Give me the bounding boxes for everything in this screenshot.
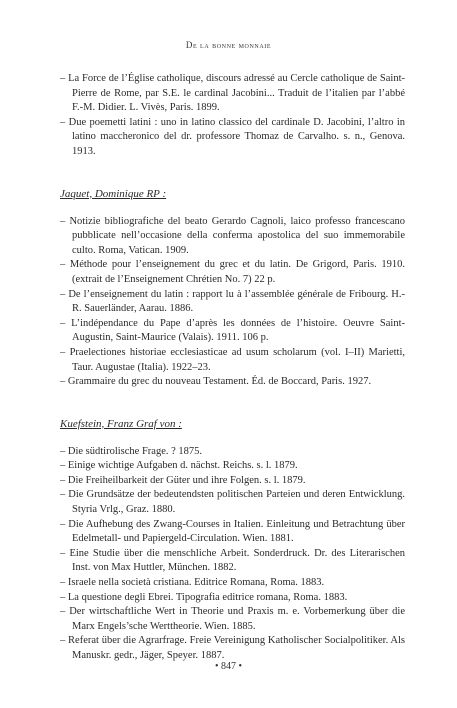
bibliography-entry: – La questione degli Ebrei. Tipografia editrice romana, Roma. 1883. bbox=[60, 591, 348, 603]
bibliography-entry: – De l’enseignement du latin : rapport lu à l’assemblée générale de Fribourg. H.-R. Sauerländer, Aarau. 1886. bbox=[60, 288, 405, 315]
bibliography-entry: – Méthode pour l’enseignement du grec et du latin. De Grigord, Paris. 1910. (extrait de l’Enseignement Chrétien No. 7) 22 p. bbox=[60, 259, 405, 285]
bibliography-entry: – Grammaire du grec du nouveau Testament. Éd. de Boccard, Paris. 1927. bbox=[60, 376, 372, 388]
bibliography-entry: – Due poemetti latini : uno in latino classico del cardinale D. Jacobini, l’altro in latino maccheronico del dr. professore Thomaz de Carvalho. s. n., Genova. 1913. bbox=[60, 116, 405, 157]
running-head: De la bonne monnaie bbox=[185, 40, 272, 50]
bibliography-entry: – Notizie bibliografiche del beato Gerardo Cagnoli, laico professo francescano pubblicate nell’occasione della conferma apostolica del suo immemorabile culto. Roma, Vatican. 1909. bbox=[60, 215, 405, 256]
author-heading: Jaquet, Dominique RP : bbox=[60, 187, 167, 200]
page-number: • 847 • bbox=[214, 661, 242, 672]
bibliography-entry: – L’indépendance du Pape d’après les données de l’histoire. Oeuvre Saint-Augustin, Saint-Maurice (Valais). 1911. 106 p. bbox=[60, 317, 405, 344]
bibliography-entry: – La Force de l’Église catholique, discours adressé au Cercle catholique de Saint-Pierre de Rome, par S.E. le cardinal Jacobini... Traduit de l’italien par l’abbé F.-M. Didier. L. Vivès, Paris. 1899. bbox=[60, 73, 405, 114]
author-section-kuefstein bbox=[60, 417, 405, 664]
bibliography-entry: – Referat über die Agrarfrage. Freie Vereinigung Katholischer Socialpolitiker. Als Manuskr. gedr., Jäger, Speyer. 1887. bbox=[60, 635, 405, 661]
bibliography-entry: – Eine Studie über die menschliche Arbeit. Sonderdruck. Dr. des Literarischen Inst. von Max Huttler, München. 1882. bbox=[60, 547, 405, 574]
bibliography-entry: – Die südtirolische Frage. ? 1875. bbox=[60, 445, 203, 457]
author-heading: Kuefstein, Franz Graf von : bbox=[60, 417, 182, 430]
bibliography-content bbox=[60, 72, 405, 664]
author-section-jaquet bbox=[60, 187, 405, 390]
bibliography-entry: – Der wirtschaftliche Wert in Theorie und Praxis m. e. Vorbemerkung über die Marx Engels’sche Werttheorie. Wien. 1885. bbox=[60, 606, 405, 632]
bibliography-entry: – Die Aufhebung des Zwang-Courses in Italien. Einleitung und Betrachtung über Edelmetall- und Papiergeld-Circulation. Wien. 1881. bbox=[60, 518, 405, 545]
intro-entries bbox=[60, 72, 405, 160]
bibliography-entry: – Einige wichtige Aufgaben d. nächst. Reichs. s. l. 1879. bbox=[60, 460, 298, 472]
bibliography-entry: – Israele nella società cristiana. Editrice Romana, Roma. 1883. bbox=[60, 577, 325, 589]
bibliography-entry: – Die Grundsätze der bedeutendsten politischen Parteien und deren Entwicklung. Styria Vrlg., Graz. 1880. bbox=[60, 489, 405, 516]
bibliography-entry: – Praelectiones historiae ecclesiasticae ad usum scholarum (vol. I–II) Marietti, Taur. Augustae (Italia). 1922–23. bbox=[60, 346, 405, 373]
bibliography-entry: – Die Freiheilbarkeit der Güter und ihre Folgen. s. l. 1879. bbox=[60, 474, 306, 486]
